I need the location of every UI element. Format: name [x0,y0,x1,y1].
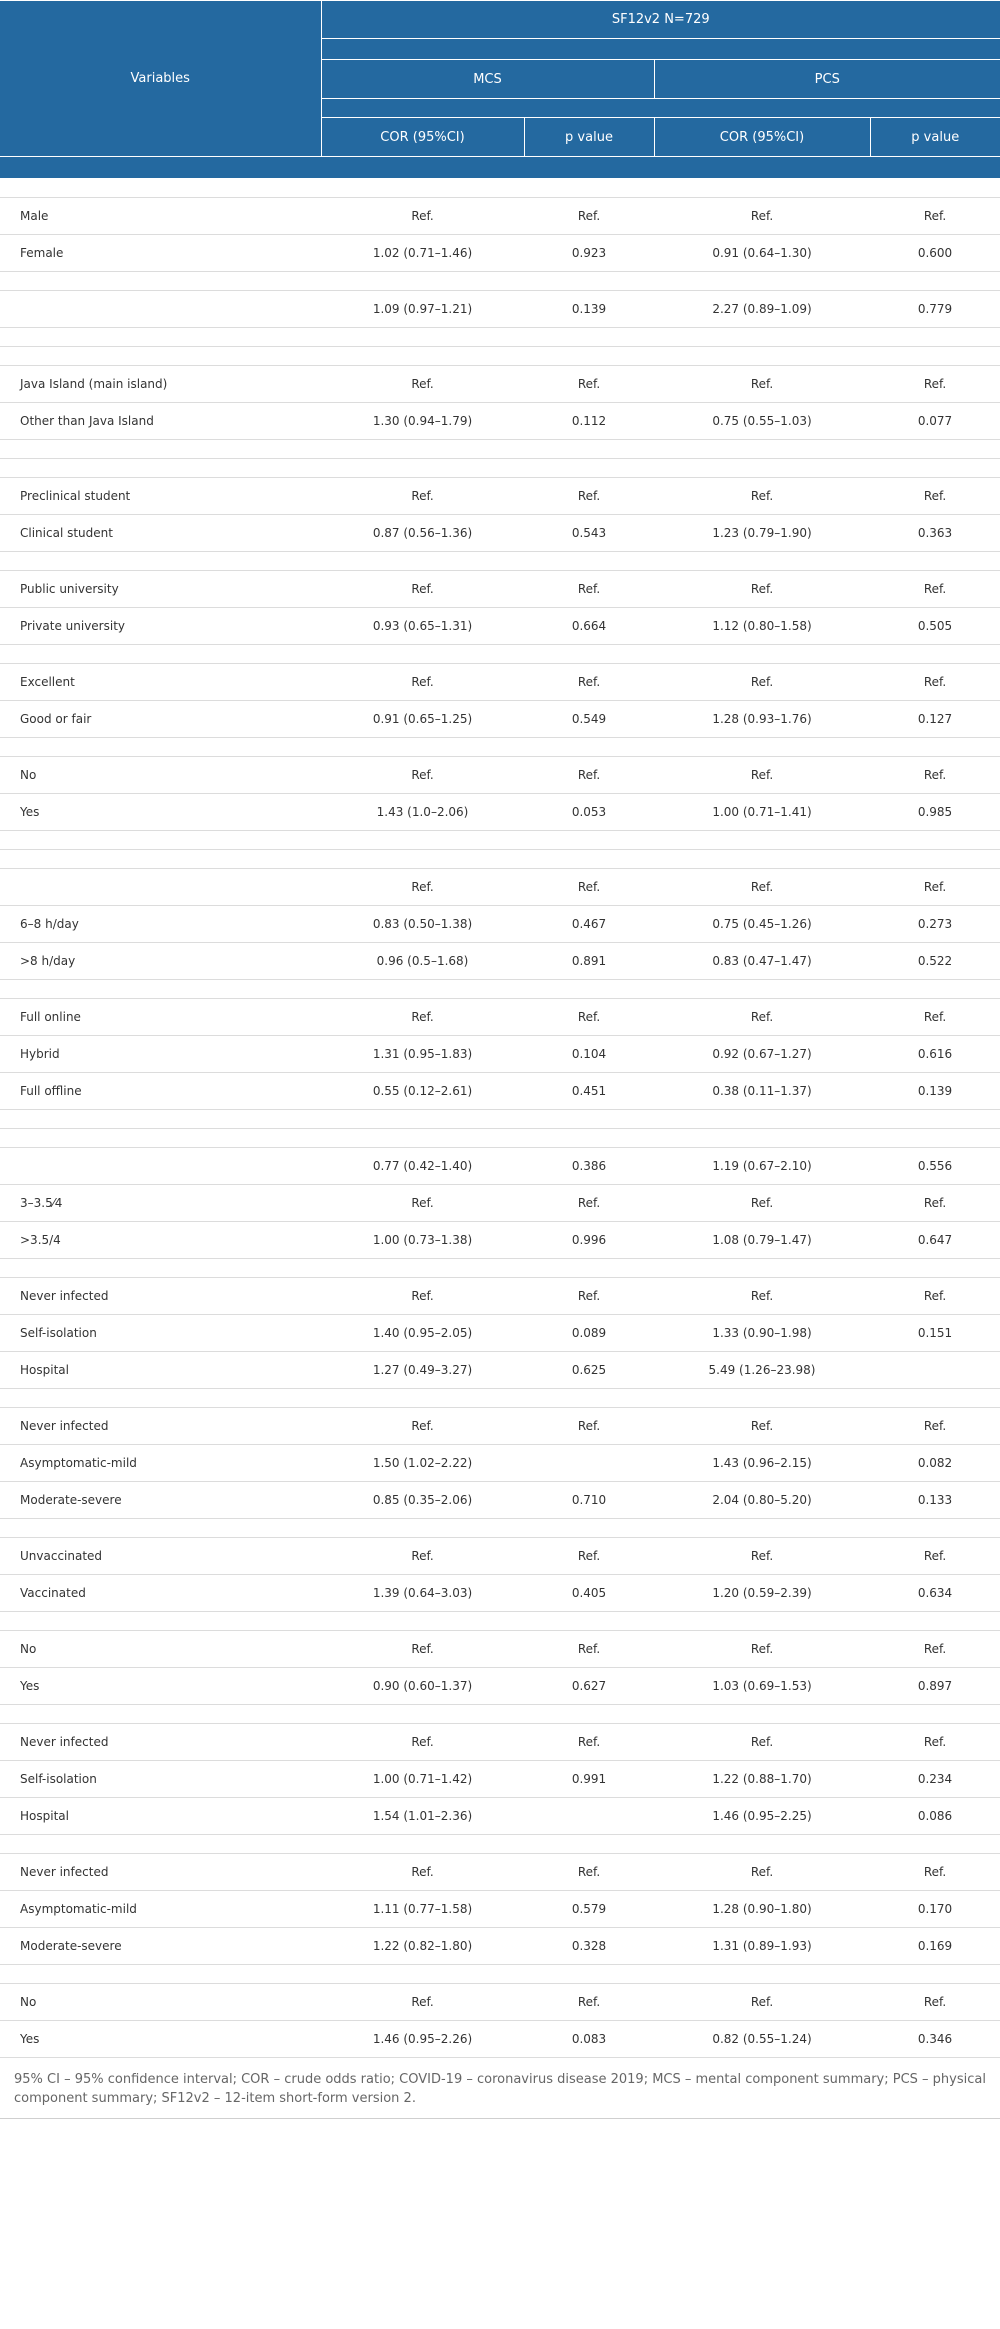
sf12-header: SF12v2 N=729 [321,1,1000,39]
mcs-cor-cell: Ref. [321,1631,524,1668]
pcs-cor-cell: 0.91 (0.64–1.30) [654,235,870,272]
spacer-cell [0,645,1000,664]
table-row [0,999,1000,1036]
spacer-row [0,850,1000,869]
row-label: Moderate-severe [0,1928,321,1965]
row-label: Full offline [0,1073,321,1110]
header-spacer [321,39,1000,60]
row-label: Moderate-severe [0,1482,321,1519]
table-row [0,515,1000,552]
spacer-row [0,440,1000,459]
table-row [0,794,1000,831]
pcs-cor-cell: Ref. [654,869,870,906]
mcs-cor-cell: 0.87 (0.56–1.36) [321,515,524,552]
pcs-p-cell: 0.139 [870,1073,1000,1110]
pcs-cor-cell: Ref. [654,1538,870,1575]
spacer-row [0,645,1000,664]
header-spacer [321,99,1000,118]
mcs-p-cell: 0.104 [524,1036,654,1073]
pcs-p-cell: Ref. [870,478,1000,515]
spacer-row [0,1129,1000,1148]
row-label [0,869,321,906]
pcs-cor-cell: 1.31 (0.89–1.93) [654,1928,870,1965]
table-row [0,1761,1000,1798]
row-label: Good or fair [0,701,321,738]
mcs-cor-cell: 1.27 (0.49–3.27) [321,1352,524,1389]
mcs-header: MCS [321,60,654,99]
spacer-cell [0,1965,1000,1984]
table-row [0,2021,1000,2058]
pcs-p-header: p value [870,118,1000,157]
pcs-p-cell: 0.346 [870,2021,1000,2058]
mcs-cor-cell: Ref. [321,571,524,608]
spacer-row [0,831,1000,850]
mcs-cor-cell: 0.96 (0.5–1.68) [321,943,524,980]
table-row [0,757,1000,794]
mcs-p-cell: 0.996 [524,1222,654,1259]
table-row [0,664,1000,701]
table-row [0,403,1000,440]
mcs-cor-cell: 0.77 (0.42–1.40) [321,1148,524,1185]
pcs-p-cell: 0.779 [870,291,1000,328]
row-label: Asymptomatic-mild [0,1445,321,1482]
row-label: Hybrid [0,1036,321,1073]
row-label: Hospital [0,1798,321,1835]
table-row [0,198,1000,235]
pcs-cor-cell: 1.00 (0.71–1.41) [654,794,870,831]
row-label: Hospital [0,1352,321,1389]
pcs-cor-cell: Ref. [654,1724,870,1761]
mcs-cor-cell: Ref. [321,1984,524,2021]
table-row [0,1482,1000,1519]
row-label [0,291,321,328]
row-label: Asymptomatic-mild [0,1891,321,1928]
row-label: >3.5/4 [0,1222,321,1259]
mcs-p-cell: Ref. [524,1185,654,1222]
mcs-p-cell: 0.579 [524,1891,654,1928]
table-row [0,1278,1000,1315]
table-row [0,1445,1000,1482]
table-row [0,1891,1000,1928]
mcs-p-cell: 0.467 [524,906,654,943]
mcs-p-cell: 0.549 [524,701,654,738]
pcs-p-cell: 0.234 [870,1761,1000,1798]
pcs-cor-cell: Ref. [654,1631,870,1668]
row-label: Other than Java Island [0,403,321,440]
table-row [0,571,1000,608]
table-row [0,1984,1000,2021]
pcs-cor-cell: 1.22 (0.88–1.70) [654,1761,870,1798]
variables-header: Variables [0,1,321,157]
pcs-p-cell: 0.600 [870,235,1000,272]
spacer-cell [0,850,1000,869]
row-label: Yes [0,2021,321,2058]
mcs-p-cell [524,1798,654,1835]
pcs-p-cell: Ref. [870,1984,1000,2021]
pcs-cor-cell: Ref. [654,664,870,701]
table-body [0,179,1000,2058]
mcs-cor-cell: Ref. [321,366,524,403]
mcs-cor-cell: Ref. [321,478,524,515]
pcs-cor-cell: 1.46 (0.95–2.25) [654,1798,870,1835]
spacer-row [0,1519,1000,1538]
mcs-cor-cell: 1.30 (0.94–1.79) [321,403,524,440]
spacer-cell [0,831,1000,850]
row-label: No [0,757,321,794]
pcs-header: PCS [654,60,1000,99]
row-label: Female [0,235,321,272]
pcs-cor-cell: 1.28 (0.90–1.80) [654,1891,870,1928]
row-label: >8 h/day [0,943,321,980]
mcs-p-cell: Ref. [524,1278,654,1315]
row-label: Yes [0,1668,321,1705]
mcs-p-cell: 0.053 [524,794,654,831]
table-row [0,1854,1000,1891]
row-label: Self-isolation [0,1761,321,1798]
mcs-cor-cell: 1.00 (0.71–1.42) [321,1761,524,1798]
pcs-cor-cell: 1.12 (0.80–1.58) [654,608,870,645]
pcs-p-cell: Ref. [870,757,1000,794]
pcs-cor-cell: Ref. [654,198,870,235]
mcs-cor-cell: Ref. [321,869,524,906]
mcs-cor-cell: Ref. [321,1408,524,1445]
spacer-cell [0,738,1000,757]
pcs-p-cell [870,1352,1000,1389]
mcs-cor-cell: 0.83 (0.50–1.38) [321,906,524,943]
mcs-cor-cell: Ref. [321,1724,524,1761]
table-row [0,1408,1000,1445]
mcs-p-cell: Ref. [524,1538,654,1575]
pcs-p-cell: 0.985 [870,794,1000,831]
table-row [0,1222,1000,1259]
pcs-p-cell: 0.556 [870,1148,1000,1185]
spacer-row [0,1705,1000,1724]
row-label: Yes [0,794,321,831]
pcs-p-cell: 0.151 [870,1315,1000,1352]
row-label: Unvaccinated [0,1538,321,1575]
spacer-row [0,1389,1000,1408]
mcs-p-cell: Ref. [524,999,654,1036]
pcs-p-cell: 0.082 [870,1445,1000,1482]
mcs-p-cell [524,1445,654,1482]
mcs-p-cell: Ref. [524,1854,654,1891]
spacer-row [0,459,1000,478]
row-label: Never infected [0,1408,321,1445]
mcs-cor-cell: Ref. [321,1278,524,1315]
mcs-p-cell: 0.543 [524,515,654,552]
row-label: Excellent [0,664,321,701]
pcs-p-cell: Ref. [870,1185,1000,1222]
mcs-p-cell: 0.710 [524,1482,654,1519]
row-label: Public university [0,571,321,608]
pcs-cor-cell: Ref. [654,1278,870,1315]
mcs-p-cell: 0.328 [524,1928,654,1965]
row-label: Clinical student [0,515,321,552]
mcs-p-cell: Ref. [524,1631,654,1668]
spacer-row [0,328,1000,347]
pcs-cor-cell: 1.19 (0.67–2.10) [654,1148,870,1185]
spacer-row [0,1612,1000,1631]
spacer-row [0,1110,1000,1129]
mcs-cor-cell: 1.09 (0.97–1.21) [321,291,524,328]
pcs-cor-cell: Ref. [654,478,870,515]
mcs-cor-cell: Ref. [321,664,524,701]
mcs-cor-header: COR (95%CI) [321,118,524,157]
spacer-row [0,980,1000,999]
table-row [0,1798,1000,1835]
row-label: Male [0,198,321,235]
mcs-p-cell: 0.405 [524,1575,654,1612]
row-label: Private university [0,608,321,645]
row-label: No [0,1984,321,2021]
pcs-cor-cell: Ref. [654,999,870,1036]
row-label: 3–3.5⁄4 [0,1185,321,1222]
spacer-row [0,272,1000,291]
pcs-p-cell: 0.647 [870,1222,1000,1259]
mcs-cor-cell: 1.43 (1.0–2.06) [321,794,524,831]
pcs-cor-cell: 5.49 (1.26–23.98) [654,1352,870,1389]
pcs-p-cell: Ref. [870,999,1000,1036]
spacer-cell [0,328,1000,347]
row-label: Never infected [0,1854,321,1891]
row-label: Vaccinated [0,1575,321,1612]
pcs-cor-cell: 1.28 (0.93–1.76) [654,701,870,738]
mcs-cor-cell: 1.54 (1.01–2.36) [321,1798,524,1835]
row-label: 6–8 h/day [0,906,321,943]
table-row [0,608,1000,645]
pcs-p-cell: 0.086 [870,1798,1000,1835]
spacer-cell [0,552,1000,571]
spacer-cell [0,1612,1000,1631]
table-row [0,1185,1000,1222]
mcs-cor-cell: 1.46 (0.95–2.26) [321,2021,524,2058]
table-row [0,1724,1000,1761]
mcs-p-cell: Ref. [524,198,654,235]
row-label: Preclinical student [0,478,321,515]
pcs-p-cell: Ref. [870,1408,1000,1445]
spacer-cell [0,347,1000,366]
spacer-cell [0,459,1000,478]
mcs-cor-cell: 1.02 (0.71–1.46) [321,235,524,272]
pcs-p-cell: 0.169 [870,1928,1000,1965]
pcs-p-cell: Ref. [870,1854,1000,1891]
mcs-p-cell: Ref. [524,1984,654,2021]
pcs-p-cell: 0.634 [870,1575,1000,1612]
pcs-cor-cell: Ref. [654,1408,870,1445]
mcs-cor-cell: Ref. [321,1538,524,1575]
pcs-cor-cell: 2.27 (0.89–1.09) [654,291,870,328]
mcs-p-cell: Ref. [524,1408,654,1445]
table-row [0,943,1000,980]
mcs-cor-cell: 1.50 (1.02–2.22) [321,1445,524,1482]
mcs-p-cell: 0.625 [524,1352,654,1389]
pcs-p-cell: 0.077 [870,403,1000,440]
table-row [0,366,1000,403]
spacer-cell [0,1519,1000,1538]
table-row [0,1538,1000,1575]
row-label: Never infected [0,1278,321,1315]
pcs-cor-cell: Ref. [654,1984,870,2021]
mcs-p-cell: 0.112 [524,403,654,440]
table-row [0,1148,1000,1185]
pcs-cor-cell: 0.75 (0.55–1.03) [654,403,870,440]
mcs-p-cell: Ref. [524,366,654,403]
pcs-cor-cell: 1.23 (0.79–1.90) [654,515,870,552]
pcs-cor-cell: 1.43 (0.96–2.15) [654,1445,870,1482]
mcs-p-cell: 0.451 [524,1073,654,1110]
pcs-p-cell: 0.616 [870,1036,1000,1073]
mcs-p-cell: 0.664 [524,608,654,645]
mcs-cor-cell: 0.85 (0.35–2.06) [321,1482,524,1519]
mcs-cor-cell: 0.55 (0.12–2.61) [321,1073,524,1110]
table-row [0,291,1000,328]
mcs-p-cell: Ref. [524,1724,654,1761]
row-label: Java Island (main island) [0,366,321,403]
table-row [0,1073,1000,1110]
pcs-cor-cell: Ref. [654,571,870,608]
spacer-cell [0,1389,1000,1408]
mcs-cor-cell: 1.31 (0.95–1.83) [321,1036,524,1073]
pcs-cor-cell: Ref. [654,1185,870,1222]
pcs-p-cell: Ref. [870,1724,1000,1761]
row-label: Full online [0,999,321,1036]
mcs-p-cell: Ref. [524,757,654,794]
pcs-p-cell: Ref. [870,198,1000,235]
header-bottom-band [0,157,1000,179]
spacer-cell [0,272,1000,291]
mcs-cor-cell: 1.22 (0.82–1.80) [321,1928,524,1965]
table-row [0,235,1000,272]
mcs-p-cell: 0.083 [524,2021,654,2058]
spacer-cell [0,1835,1000,1854]
pcs-cor-cell: 0.75 (0.45–1.26) [654,906,870,943]
spacer-row [0,738,1000,757]
mcs-p-cell: Ref. [524,664,654,701]
table-row [0,869,1000,906]
mcs-p-cell: Ref. [524,478,654,515]
spacer-cell [0,980,1000,999]
row-label: Self-isolation [0,1315,321,1352]
spacer-cell [0,179,1000,198]
mcs-cor-cell: 1.40 (0.95–2.05) [321,1315,524,1352]
mcs-p-cell: 0.891 [524,943,654,980]
spacer-row [0,179,1000,198]
row-label: Never infected [0,1724,321,1761]
table-row [0,1631,1000,1668]
spacer-cell [0,1705,1000,1724]
mcs-cor-cell: Ref. [321,1185,524,1222]
mcs-cor-cell: 1.00 (0.73–1.38) [321,1222,524,1259]
mcs-p-cell: 0.386 [524,1148,654,1185]
mcs-cor-cell: Ref. [321,999,524,1036]
mcs-p-cell: 0.089 [524,1315,654,1352]
pcs-p-cell: Ref. [870,571,1000,608]
pcs-p-cell: Ref. [870,664,1000,701]
spacer-cell [0,1129,1000,1148]
spacer-row [0,552,1000,571]
pcs-p-cell: Ref. [870,1278,1000,1315]
pcs-cor-cell: 0.92 (0.67–1.27) [654,1036,870,1073]
mcs-p-cell: Ref. [524,571,654,608]
mcs-cor-cell: 0.93 (0.65–1.31) [321,608,524,645]
pcs-cor-cell: 2.04 (0.80–5.20) [654,1482,870,1519]
table-row [0,1315,1000,1352]
row-label [0,1148,321,1185]
pcs-cor-cell: Ref. [654,366,870,403]
mcs-cor-cell: 1.11 (0.77–1.58) [321,1891,524,1928]
pcs-cor-cell: 0.38 (0.11–1.37) [654,1073,870,1110]
spacer-cell [0,440,1000,459]
mcs-cor-cell: 0.91 (0.65–1.25) [321,701,524,738]
pcs-cor-cell: Ref. [654,757,870,794]
pcs-p-cell: 0.363 [870,515,1000,552]
mcs-p-cell: 0.627 [524,1668,654,1705]
mcs-cor-cell: Ref. [321,757,524,794]
spacer-row [0,1259,1000,1278]
pcs-cor-cell: 1.08 (0.79–1.47) [654,1222,870,1259]
spacer-row [0,1965,1000,1984]
table-row [0,1928,1000,1965]
spacer-cell [0,1259,1000,1278]
pcs-p-cell: 0.133 [870,1482,1000,1519]
mcs-cor-cell: 0.90 (0.60–1.37) [321,1668,524,1705]
spacer-row [0,347,1000,366]
table-row [0,1668,1000,1705]
table-row [0,478,1000,515]
mcs-p-cell: Ref. [524,869,654,906]
pcs-p-cell: 0.897 [870,1668,1000,1705]
table-row [0,701,1000,738]
pcs-p-cell: 0.522 [870,943,1000,980]
pcs-cor-cell: Ref. [654,1854,870,1891]
row-label: No [0,1631,321,1668]
pcs-cor-cell: 1.03 (0.69–1.53) [654,1668,870,1705]
table-header [0,1,1000,179]
pcs-cor-cell: 0.83 (0.47–1.47) [654,943,870,980]
pcs-p-cell: 0.505 [870,608,1000,645]
pcs-p-cell: Ref. [870,366,1000,403]
mcs-cor-cell: Ref. [321,198,524,235]
mcs-cor-cell: Ref. [321,1854,524,1891]
spacer-row [0,1835,1000,1854]
table-row [0,1036,1000,1073]
pcs-p-cell: Ref. [870,1538,1000,1575]
table-row [0,1575,1000,1612]
mcs-p-cell: 0.923 [524,235,654,272]
pcs-p-cell: Ref. [870,1631,1000,1668]
table-row [0,906,1000,943]
mcs-p-cell: 0.991 [524,1761,654,1798]
mcs-p-cell: 0.139 [524,291,654,328]
pcs-p-cell: 0.127 [870,701,1000,738]
mcs-cor-cell: 1.39 (0.64–3.03) [321,1575,524,1612]
spacer-cell [0,1110,1000,1129]
pcs-p-cell: 0.273 [870,906,1000,943]
pcs-cor-header: COR (95%CI) [654,118,870,157]
mcs-p-header: p value [524,118,654,157]
pcs-cor-cell: 0.82 (0.55–1.24) [654,2021,870,2058]
table-footnote: 95% CI – 95% confidence interval; COR – crude odds ratio; COVID-19 – coronavirus disease 2019; MCS – mental component summary; PCS – physical component summary; SF12v2 – 12-item short-form version 2. [0,2058,1000,2119]
table-row [0,1352,1000,1389]
pcs-p-cell: Ref. [870,869,1000,906]
pcs-cor-cell: 1.20 (0.59–2.39) [654,1575,870,1612]
pcs-cor-cell: 1.33 (0.90–1.98) [654,1315,870,1352]
pcs-p-cell: 0.170 [870,1891,1000,1928]
